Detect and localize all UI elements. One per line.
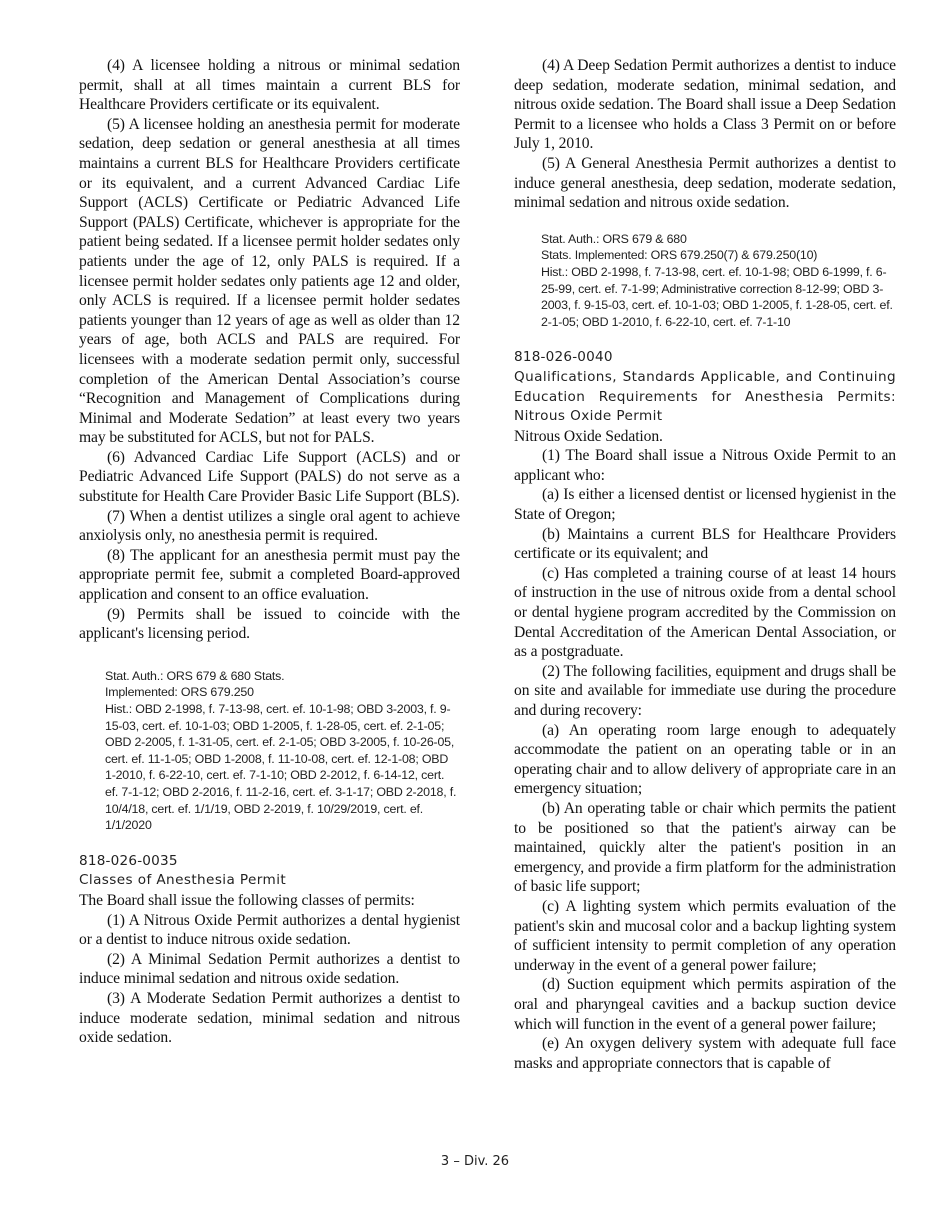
rule-title: Qualifications, Standards Applicable, and Continuing Education Requirements for Anesthesia Permits: Nitrous Oxide Permit: [514, 368, 896, 425]
stat-history: Hist.: OBD 2-1998, f. 7-13-98, cert. ef. 10-1-98; OBD 6-1999, f. 6-25-99, cert. ef. 7-1-99; Administrative correction 8-12-99; OBD 3-2003, f. 9-15-03, cert. ef. 10-1-03; OBD 1-2005, f. 1-28-05, cert. ef. 2-1-05; OBD 1-2010, f. 6-22-10, cert. ef. 7-1-10: [541, 264, 893, 329]
class-5-general-anesthesia: (5) A General Anesthesia Permit authorizes a dentist to induce general anesthesia, deep sedation, moderate sedation, minimal sedation and nitrous oxide sedation.: [514, 154, 896, 212]
stat-implemented: Implemented: ORS 679.250: [105, 685, 254, 700]
facilities-2b: (b) An operating table or chair which permits the patient to be positioned so that the patient's airway can be maintained, quickly alter the patient's position in an emergency, and provide a firm platform for the administration of basic life support;: [514, 799, 896, 896]
rule-number: 818-026-0040: [514, 349, 613, 366]
class-4-deep-sedation: (4) A Deep Sedation Permit authorizes a dentist to induce deep sedation, moderate sedation, minimal sedation, and nitrous oxide sedation. The Board shall issue a Deep Sedation Permit to a licensee who holds a Class 3 Permit on or before July 1, 2010.: [514, 57, 896, 153]
paragraph-6-acls-substitute: (6) Advanced Cardiac Life Support (ACLS) and or Pediatric Advanced Life Support (PALS) do not serve as a substitute for Health Care Provider Basic Life Support (BLS).: [79, 448, 460, 506]
paragraph-8-permit-fee: (8) The applicant for an anesthesia permit must pay the appropriate permit fee, submit a completed Board-approved application and consent to an office evaluation.: [79, 546, 460, 604]
left-column: [79, 56, 460, 1048]
stat-implemented: Stats. Implemented: ORS 679.250(7) & 679.250(10): [541, 248, 818, 263]
class-3-moderate: (3) A Moderate Sedation Permit authorizes a dentist to induce moderate sedation, minimal sedation and nitrous oxide sedation.: [79, 989, 460, 1047]
class-2-minimal: (2) A Minimal Sedation Permit authorizes a dentist to induce minimal sedation and nitrous oxide sedation.: [79, 950, 460, 988]
qualification-1: (1) The Board shall issue a Nitrous Oxide Permit to an applicant who:: [514, 447, 896, 484]
qualification-1a: (a) Is either a licensed dentist or licensed hygienist in the State of Oregon;: [514, 486, 896, 524]
facilities-2e: (e) An oxygen delivery system with adequate full face masks and appropriate connectors that is capable of: [514, 1035, 896, 1072]
paragraph-4-bls-nitrous: (4) A licensee holding a nitrous or minimal sedation permit, shall at all times maintain a current BLS for Healthcare Providers certificate or its equivalent.: [79, 57, 460, 114]
class-1-nitrous: (1) A Nitrous Oxide Permit authorizes a dental hygienist or a dentist to induce nitrous oxide sedation.: [79, 911, 460, 949]
facilities-2d: (d) Suction equipment which permits aspiration of the oral and pharyngeal cavities and a backup suction device which will function in the event of a general power failure;: [514, 976, 896, 1033]
stat-auth: Stat. Auth.: ORS 679 & 680 Stats.: [105, 668, 285, 683]
qualification-1b: (b) Maintains a current BLS for Healthcare Providers certificate or its equivalent; and: [514, 525, 896, 563]
statutory-authority-block: [541, 231, 896, 331]
stat-history: Hist.: OBD 2-1998, f. 7-13-98, cert. ef. 10-1-98; OBD 3-2003, f. 9-15-03, cert. ef. 10-1-03; OBD 1-2005, f. 1-28-05, cert. ef. 2-1-05; OBD 2-2005, f. 1-31-05, cert. ef. 2-1-05; OBD 3-2005, f. 10-26-05, cert. ef. 11-1-05; OBD 1-2008, f. 11-10-08, cert. ef. 12-1-08; OBD 1-2010, f. 6-22-10, cert. ef. 7-1-10; OBD 2-2012, f. 6-14-12, cert. ef. 7-1-12; OBD 2-2016, f. 11-2-16, cert. ef. 3-1-17; OBD 2-2018, f. 10/4/18, cert. ef. 1/1/19, OBD 2-2019, f. 10/29/2019, cert. ef. 1/1/2020: [105, 702, 457, 833]
statutory-authority-block: [105, 668, 460, 834]
paragraph-7-oral-agent: (7) When a dentist utilizes a single oral agent to achieve anxiolysis only, no anesthesia permit is required.: [79, 507, 460, 545]
right-column: [514, 56, 896, 1073]
classes-intro: The Board shall issue the following classes of permits:: [79, 891, 415, 909]
page-footer: 3 – Div. 26: [440, 1154, 510, 1169]
rule-number: 818-026-0035: [79, 852, 178, 869]
subheading-nitrous-oxide: Nitrous Oxide Sedation.: [514, 427, 663, 445]
paragraph-9-licensing-period: (9) Permits shall be issued to coincide with the applicant's licensing period.: [79, 605, 460, 643]
rule-title: Classes of Anesthesia Permit: [79, 872, 287, 889]
stat-auth: Stat. Auth.: ORS 679 & 680: [541, 231, 687, 246]
facilities-2c: (c) A lighting system which permits evaluation of the patient's skin and mucosal color and a backup lighting system of sufficient intensity to permit completion of any operation underway in the event of a general power failure;: [514, 897, 896, 974]
paragraph-5-acls-pals: (5) A licensee holding an anesthesia permit for moderate sedation, deep sedation or general anesthesia at all times maintains a current BLS for Healthcare Providers certificate or its equivalent, and a current Advanced Cardiac Life Support (ACLS) Certificate or Pediatric Advanced Life Support (PALS) Certificate, whichever is appropriate for the patient being sedated. If a licensee permit holder sedates only patients under the age of 12, only PALS is required. If a licensee permit holder sedates only patients age 12 and older, only ACLS is required. If a licensee permit holder sedates patients younger than 12 years of age as well as older than 12 years of age, both ACLS and PALS are required. For licensees with a moderate sedation permit only, successful completion of the American Dental Association’s course “Recognition and Management of Complications during Minimal and Moderate Sedation” at least every two years may be substituted for ACLS, but not for PALS.: [79, 115, 460, 447]
facilities-2a: (a) An operating room large enough to adequately accommodate the patient on an operating table or in an operating chair and to allow delivery of appropriate care in an emergency situation;: [514, 721, 896, 798]
facilities-2: (2) The following facilities, equipment and drugs shall be on site and available for immediate use during the procedure and during recovery:: [514, 662, 896, 719]
qualification-1c: (c) Has completed a training course of at least 14 hours of instruction in the use of nitrous oxide from a dental school or dental hygiene program accredited by the Commission on Dental Accreditation of the American Dental Association, or as a postgraduate.: [514, 564, 896, 661]
